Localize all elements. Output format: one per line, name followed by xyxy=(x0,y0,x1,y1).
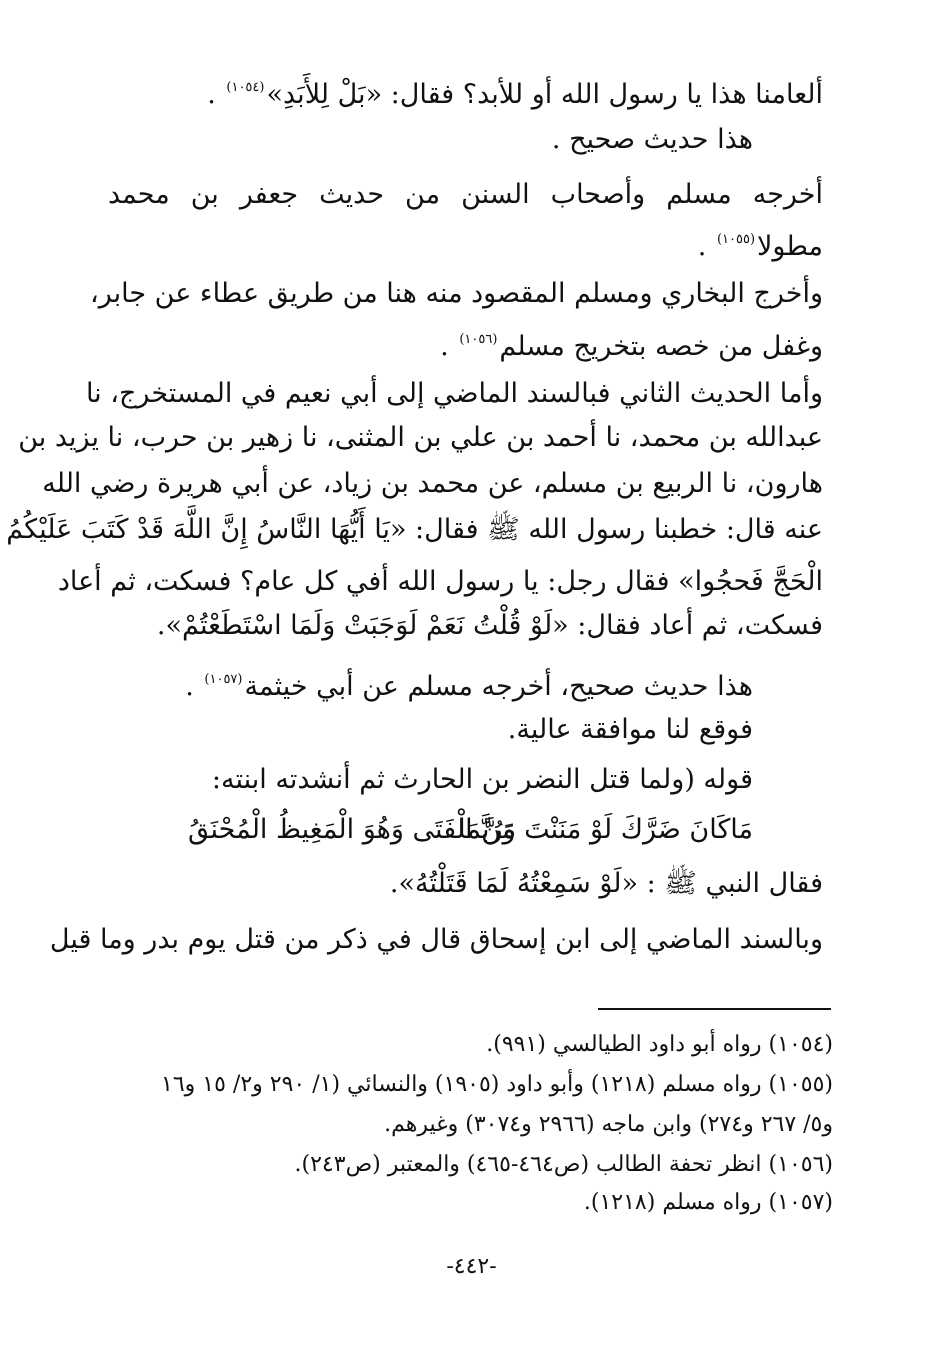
footnote-ref: (١٠٥٦) xyxy=(459,332,498,347)
footnote-continuation xyxy=(108,1108,833,1142)
text-line: وأما الحديث الثاني فبالسند الماضي إلى أبي نعيم في المستخرج، نا xyxy=(85,378,823,409)
footnote-text: و٥/ ٢٦٧ و٢٧٤) وابن ماجه (٢٩٦٦ و٣٠٧٤) وغيرهم. xyxy=(384,1112,833,1137)
text-line: هذا حديث صحيح . xyxy=(551,124,753,155)
footnote-number: (١٠٥٤) xyxy=(768,1032,833,1057)
text-line: فوقع لنا موافقة عالية. xyxy=(507,714,753,745)
footnote-separator xyxy=(598,1008,831,1010)
footnote-text: انظر تحفة الطالب (ص٤٦٤-٤٦٥) والمعتبر (ص٢٤٣). xyxy=(294,1152,762,1177)
page-number: -٤٤٢- xyxy=(446,1254,497,1279)
text-line: مطولا$^{(١٠٥٥)}$ . xyxy=(697,231,823,262)
text-line: هذا حديث صحيح، أخرجه مسلم عن أبي خيثمة$^{(١٠٥٧)}$ . xyxy=(185,671,753,702)
footnote-number: (١٠٥٧) xyxy=(768,1190,833,1215)
text-line: الْحَجَّ فَحجُوا» فقال رجل: يا رسول الله أفي كل عام؟ فسكت، ثم أعاد xyxy=(57,566,823,597)
text-line: فسكت، ثم أعاد فقال: «لَوْ قُلْتُ نَعَمْ لَوَجَبَتْ وَلَمَا اسْتَطَعْتُمْ». xyxy=(156,610,823,641)
footnote xyxy=(108,1186,833,1220)
verse-hemistich-second: مَنَّ الْفَتَى وَهُوَ الْمَغِيظُ الْمُحْنَقُ xyxy=(188,814,517,845)
footnote-number: (١٠٥٥) xyxy=(768,1072,833,1097)
footnote-ref: (١٠٥٥) xyxy=(716,232,756,247)
footnote xyxy=(108,1148,833,1182)
footnote-ref: (١٠٥٧) xyxy=(204,672,243,687)
footnote-ref: (١٠٥٤) xyxy=(226,80,265,95)
text-line: قوله (ولما قتل النضر بن الحارث ثم أنشدته ابنته: xyxy=(211,764,753,795)
verse-hemistich-first: مَاكَانَ ضَرَّكَ لَوْ مَنَنْتَ وَرُبَّمَا xyxy=(458,814,753,845)
footnote-text: رواه مسلم (١٢١٨). xyxy=(583,1190,762,1215)
footnote xyxy=(108,1068,833,1102)
text-line: عبدالله بن محمد، نا أحمد بن علي بن المثنى، نا زهير بن حرب، نا يزيد بن xyxy=(18,422,823,453)
footnote xyxy=(108,1028,833,1062)
footnote-number: (١٠٥٦) xyxy=(768,1152,833,1177)
footnote-text: رواه أبو داود الطيالسي (٩٩١). xyxy=(486,1032,762,1057)
text-line: أخرجه مسلم وأصحاب السنن من حديث جعفر بن محمد xyxy=(108,179,823,210)
footnote-text: رواه مسلم (١٢١٨) وأبو داود (١٩٠٥) والنسائي (١/ ٢٩٠ و٢/ ١٥ و١٦ xyxy=(161,1072,762,1097)
text-line: عنه قال: خطبنا رسول الله ﷺ فقال: «يَا أَيُّهَا النَّاسُ إِنَّ اللَّهَ قَدْ كَتَبَ عَلَيْكُمُ xyxy=(6,514,823,545)
text-line: ألعامنا هذا يا رسول الله أو للأبد؟ فقال: «بَلْ لِلأَبَدِ»$^{(١٠٥٤)}$ . xyxy=(207,79,823,110)
text-line: وأخرج البخاري ومسلم المقصود منه هنا من طريق عطاء عن جابر، xyxy=(90,278,823,309)
text-line: وغفل من خصه بتخريج مسلم$^{(١٠٥٦)}$ . xyxy=(440,331,823,362)
text-line: وبالسند الماضي إلى ابن إسحاق قال في ذكر من قتل يوم بدر وما قيل xyxy=(49,924,823,955)
text-line: فقال النبي ﷺ : «لَوْ سَمِعْتُهُ لَمَا قَتَلْتُهُ». xyxy=(389,868,823,899)
text-line: هارون، نا الربيع بن مسلم، عن محمد بن زياد، عن أبي هريرة رضي الله xyxy=(42,468,823,499)
